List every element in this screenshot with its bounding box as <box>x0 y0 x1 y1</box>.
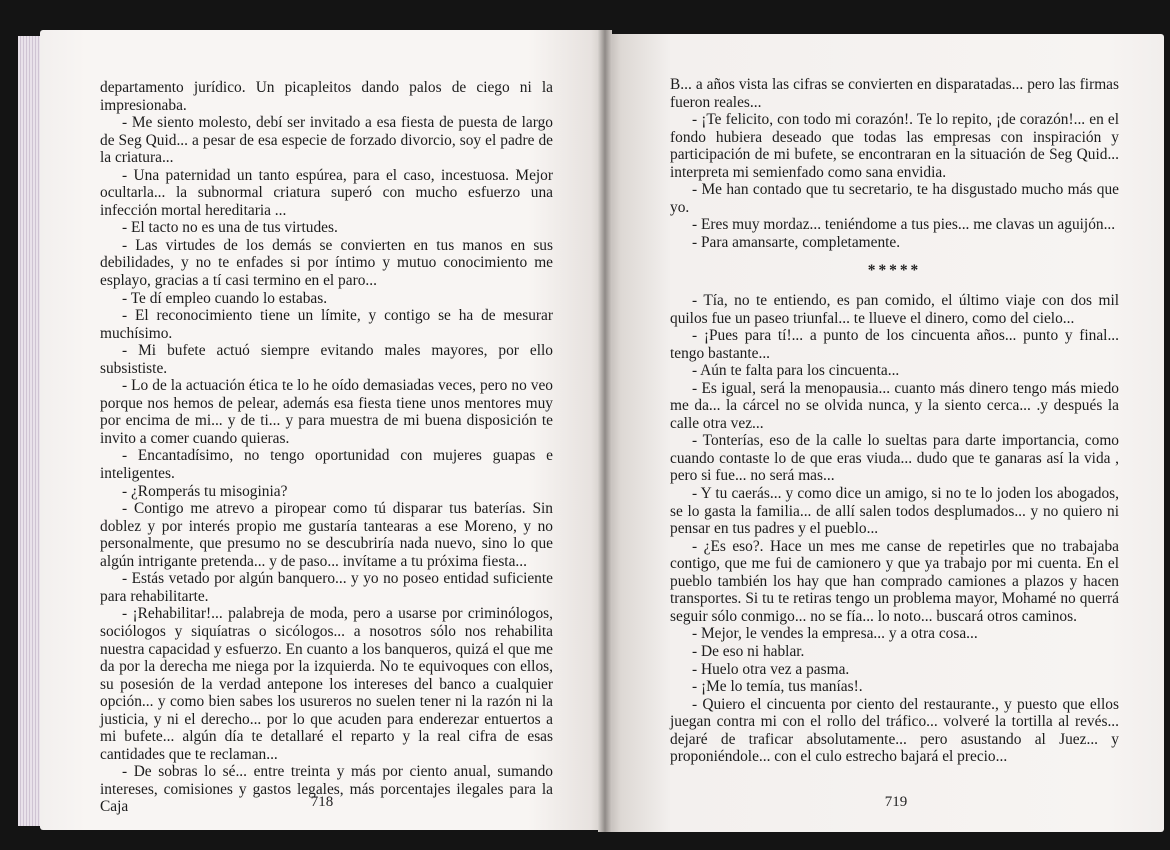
paragraph: - De sobras lo sé... entre treinta y más por ciento anual, sumando intereses, comisiones y gastos legales, más porcentajes ilegales para la Caja <box>100 763 553 816</box>
paragraph: - Y tu caerás... y como dice un amigo, si no te lo joden los abogados, se lo gasta la familia... de allí salen todos desplumados... y no quiero ni pensar en tus padres y el pueblo... <box>670 485 1119 538</box>
paragraph: - Tonterías, eso de la calle lo sueltas para darte importancia, como cuando contaste lo de que eras viuda... dudo que te ganaras así la vida , pero si fue... no será mas... <box>670 432 1119 485</box>
right-text-before-break <box>670 76 1119 251</box>
paragraph: - ¡Te felicito, con todo mi corazón!. Te lo repito, ¡de corazón!... en el fondo hubiera deseado que todas las empresas con inspiración y participación de mi bufete, se encontraran en la situación de Seg Quid... interpreta mi semienfado como sana envidia. <box>670 111 1119 181</box>
paragraph: B... a años vista las cifras se convierten en disparatadas... pero las firmas fueron reales... <box>670 76 1119 111</box>
paragraph: - ¡Pues para tí!... a punto de los cincuenta años... punto y final... tengo bastante... <box>670 327 1119 362</box>
left-page <box>40 30 608 830</box>
paragraph: - Me han contado que tu secretario, te ha disgustado mucho más que yo. <box>670 181 1119 216</box>
paragraph: - ¿Es eso?. Hace un mes me canse de repetirles que no trabajaba contigo, que me fui de camionero y que ya trabajo por mi cuenta. En el pueblo también los hay que han comprado camiones a plazos y hacen transportes. Si tu te retiras tengo un problema mayor, Mohamé no querrá seguir sólo conmigo... no se fía... lo noto... buscará otros caminos. <box>670 537 1119 625</box>
paragraph: - ¡Me lo temía, tus manías!. <box>692 678 863 696</box>
paragraph: - El tacto no es una de tus virtudes. <box>122 219 338 237</box>
paragraph: - Mi bufete actuó siempre evitando males mayores, por ello subsististe. <box>100 342 553 377</box>
paragraph: - Lo de la actuación ética te lo he oído demasiadas veces, pero no veo porque nos hemos de pelear, además esa fiesta tiene unos mentores muy por encima de mi... y de ti... y para muestra de mi buena disposición te invito a comer cuando quieras. <box>100 377 553 447</box>
paragraph: - Tía, no te entiendo, es pan comido, el último viaje con dos mil quilos fue un paseo triunfal... te llueve el dinero, como del cielo... <box>670 292 1119 327</box>
paragraph: - Huelo otra vez a pasma. <box>692 660 850 678</box>
paragraph: - Para amansarte, completamente. <box>692 233 901 251</box>
paragraph: - Las virtudes de los demás se convierten en tus manos en sus debilidades, y no te enfades si por íntimo y mutuo conocimiento me esplayo, gracias a tí casi termino en el paro... <box>100 236 553 290</box>
right-page-number: 719 <box>884 794 908 810</box>
paragraph: - Es igual, será la menopausia... cuanto más dinero tengo más miedo me da... la cárcel no se olvida nunca, y la siento cerca... .y después la calle otra vez... <box>670 379 1119 432</box>
section-separator: ***** <box>867 262 922 280</box>
left-page-number: 718 <box>310 794 334 810</box>
paragraph: - Me siento molesto, debí ser invitado a esa fiesta de puesta de largo de Seg Quid... a pesar de esa especie de forzado divorcio, soy el padre de la criatura... <box>100 114 553 167</box>
right-page-text <box>670 76 1119 766</box>
book-gutter <box>598 30 612 832</box>
paragraph: - De eso ni hablar. <box>692 642 805 660</box>
paragraph: - Eres muy mordaz... teniéndome a tus pies... me clavas un aguijón... <box>692 216 1116 234</box>
paragraph: - El reconocimiento tiene un límite, y contigo se ha de mesurar muchísimo. <box>100 307 553 342</box>
paragraph: - Quiero el cincuenta por ciento del restaurante., y puesto que ellos juegan contra mi con el rollo del tráfico... volveré la tortilla al revés... dejaré de traficar absolutamente... pero asustando al Juez... y proponiéndole... con el culo estrecho bajará el precio... <box>670 695 1119 766</box>
paragraph: - ¡Rehabilitar!... palabreja de moda, pero a usarse por criminólogos, sociólogos y siquíatras o sicólogos... a nosotros sólo nos rehabilita nuestra capacidad y esfuerzo. En cuanto a los banqueros, quizá el que me da por la derecha me niega por la izquierda. No te equivoques con ellos, su posesión de la verdad antepone los intereses del banco a cualquier opción... y como bien sabes los usureros no suelen tener ni la razón ni la justicia, y ni el derecho... por lo que acuden para enderezar entuertos a mi bufete... algún día te detallaré el reparto y la real cifra de esas cantidades que te reclaman... <box>100 605 553 763</box>
paragraph: - Contigo me atrevo a piropear como tú disparar tus baterías. Sin doblez y por interés propio me gustaría tantearas a ese Moreno, y no personalmente, que presumo no se descubriría nada nuevo, sino lo que algún intrigante pretenda... y de paso... invítame a tu próxima fiesta... <box>100 500 553 570</box>
paragraph: - Te dí empleo cuando lo estabas. <box>122 289 328 307</box>
paragraph: - Una paternidad un tanto espúrea, para el caso, incestuosa. Mejor ocultarla... la subnormal criatura superó con mucho esfuerzo una infección mortal hereditaria ... <box>100 166 553 219</box>
left-page-text <box>100 79 553 816</box>
right-page <box>604 34 1164 832</box>
paragraph: - Estás vetado por algún banquero... y yo no poseo entidad suficiente para rehabilitarte. <box>100 570 553 605</box>
paragraph: - Aún te falta para los cincuenta... <box>692 362 900 380</box>
paragraph: departamento jurídico. Un picapleitos dando palos de ciego ni la impresionaba. <box>100 79 553 114</box>
paragraph: - ¿Romperás tu misoginia? <box>122 482 288 500</box>
paragraph: - Mejor, le vendes la empresa... y a otra cosa... <box>692 625 978 643</box>
paragraph: - Encantadísimo, no tengo oportunidad con mujeres guapas e inteligentes. <box>100 447 553 483</box>
right-text-after-break <box>670 292 1119 766</box>
